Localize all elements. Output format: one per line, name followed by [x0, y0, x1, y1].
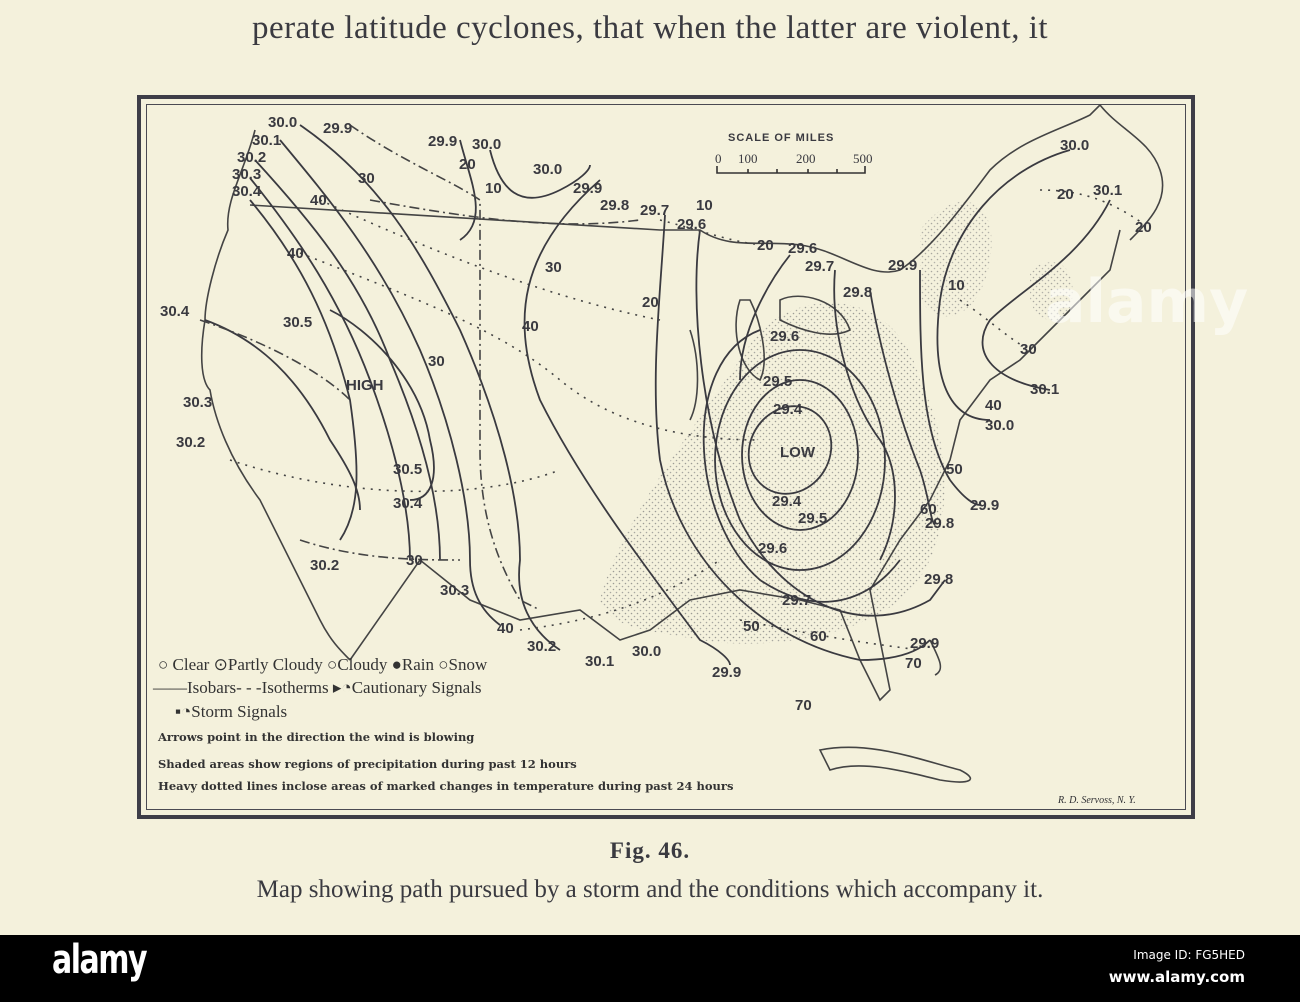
isobar-label: 30.2 — [237, 149, 267, 166]
isotherm-label: 20 — [642, 294, 659, 311]
clear-icon: ○ — [158, 655, 169, 674]
isobar-label: 29.9 — [910, 635, 940, 652]
isobar-label: 30.4 — [160, 303, 190, 320]
isobar-label: 29.8 — [925, 515, 955, 532]
isobar-label: 30.0 — [268, 114, 298, 131]
legend-cautionary-signals: Cautionary Signals — [351, 678, 482, 697]
isobar-label: 29.9 — [970, 497, 1000, 514]
legend-isotherms: Isotherms — [261, 678, 329, 697]
image-id: Image ID: FG5HED — [1133, 948, 1245, 962]
isotherm-label: 10 — [485, 180, 502, 197]
isobar-label: 29.6 — [770, 328, 800, 345]
legend-partly-cloudy: Partly Cloudy — [227, 655, 323, 674]
watermark-overlay: alamy — [1045, 267, 1249, 337]
legend-rain: Rain — [401, 655, 435, 674]
isotherm-label: 50 — [946, 461, 963, 478]
figure-caption: Map showing path pursued by a storm and the conditions which accompany it. — [256, 876, 1044, 903]
scale-tick-100: 100 — [738, 151, 758, 166]
storm-signal-icon: ▪◔ — [175, 702, 192, 721]
isotherm-label: 70 — [795, 697, 812, 714]
engraver-credit: R. D. Servoss, N. Y. — [1058, 795, 1136, 806]
isotherm-label: 40 — [522, 318, 539, 335]
isobar-label: 30.1 — [1030, 381, 1060, 398]
scale-bar — [715, 132, 873, 173]
isobar-label: 30.0 — [472, 136, 502, 153]
isotherm-label: 20 — [757, 237, 774, 254]
isobar-label: 30.4 — [393, 495, 423, 512]
isobar-label: 29.9 — [428, 133, 458, 150]
isobar-label: 29.4 — [772, 493, 802, 510]
isobar-label: 29.6 — [677, 216, 707, 233]
isotherm-label: 30 — [358, 170, 375, 187]
legend-weather-symbols — [158, 655, 487, 675]
isobar-label: 29.9 — [573, 180, 603, 197]
isobar-label: 30.5 — [393, 461, 423, 478]
isobar-label: 29.8 — [843, 284, 873, 301]
cautionary-signal-icon: ▸◔ — [332, 678, 352, 697]
isobar-label: 29.6 — [788, 240, 818, 257]
isotherm-label: 10 — [948, 277, 965, 294]
isotherm-label: 60 — [920, 501, 937, 518]
isobar-label: 29.9 — [712, 664, 742, 681]
isobar-label: 30.3 — [183, 394, 213, 411]
legend-lines — [153, 678, 482, 698]
isobar-label: 30.3 — [440, 582, 470, 599]
isobar-label: 30.2 — [176, 434, 206, 451]
isotherm-label: 30 — [1020, 341, 1037, 358]
note-shaded: Shaded areas show regions of precipitation during past 12 hours — [158, 757, 577, 771]
isobar-label: 29.7 — [805, 258, 835, 275]
isobar-label: 30.0 — [632, 643, 662, 660]
scale-tick-0: 0 — [715, 151, 722, 166]
legend-cloudy: Cloudy — [337, 655, 388, 674]
note-arrows: Arrows point in the direction the wind is blowing — [158, 730, 475, 744]
isobar-label: 30.1 — [252, 132, 282, 149]
isobar-label: 30.2 — [527, 638, 557, 655]
isobar-label: 30.5 — [283, 314, 313, 331]
isotherm-label: 40 — [497, 620, 514, 637]
isotherm-label: 70 — [905, 655, 922, 672]
note-dotted: Heavy dotted lines inclose areas of marked changes in temperature during past 24 hours — [158, 779, 734, 793]
isotherm-label: 40 — [310, 192, 327, 209]
isotherm-label: 50 — [743, 618, 760, 635]
isotherm-label: 10 — [696, 197, 713, 214]
alamy-site[interactable]: www.alamy.com — [1108, 968, 1245, 986]
isobar-label: 30.3 — [232, 166, 262, 183]
isobar-label: 29.5 — [798, 510, 828, 527]
isotherm-label: 30 — [545, 259, 562, 276]
isobar-label: 29.6 — [758, 540, 788, 557]
isobar-label: 29.7 — [782, 592, 812, 609]
isobar-label: 30.0 — [1060, 137, 1090, 154]
isobar-label: 29.9 — [888, 257, 918, 274]
figure-number: Fig. 46. — [609, 838, 691, 863]
isotherm-label: 30 — [428, 353, 445, 370]
isobar-label: 29.8 — [924, 571, 954, 588]
isotherm-label: 60 — [810, 628, 827, 645]
isobar-label: 29.4 — [773, 401, 803, 418]
rain-icon: ● — [391, 655, 402, 674]
snow-icon: ○ — [438, 655, 449, 674]
isobar-label: 30.1 — [585, 653, 615, 670]
isobar-label: 30.0 — [985, 417, 1015, 434]
isobar-label: 30.0 — [533, 161, 563, 178]
isotherm-label: 40 — [287, 245, 304, 262]
isobar-label: 29.7 — [640, 202, 670, 219]
isotherm-label: 40 — [985, 397, 1002, 414]
isobar-label: 30.2 — [310, 557, 340, 574]
legend-storm — [175, 702, 287, 722]
watermark-banner — [0, 935, 1300, 1002]
legend-clear: Clear — [172, 655, 210, 674]
isobar-label: 30.4 — [232, 183, 262, 200]
legend-snow: Snow — [448, 655, 488, 674]
scale-tick-500: 500 — [853, 151, 873, 166]
isotherm-label: 30 — [406, 552, 423, 569]
legend-isobars: Isobars — [187, 678, 237, 697]
isobar-label: 30.1 — [1093, 182, 1123, 199]
isobar-label: 29.9 — [323, 120, 353, 137]
isotherm-line-icon: - - - — [236, 678, 262, 697]
body-text-line: perate latitude cyclones, that when the latter are violent, it — [251, 10, 1049, 46]
alamy-logo: alamy — [52, 937, 147, 983]
isobar-label: 29.8 — [600, 197, 630, 214]
isobar-line-icon: —— — [153, 678, 187, 697]
scale-title: SCALE OF MILES — [728, 132, 835, 144]
pressure-center-label: HIGH — [346, 377, 384, 394]
partly-cloudy-icon: ⊙ — [213, 655, 228, 674]
isotherm-label: 20 — [459, 156, 476, 173]
legend-storm-signals: Storm Signals — [191, 702, 288, 721]
cloudy-icon: ○ — [327, 655, 338, 674]
scale-tick-200: 200 — [796, 151, 816, 166]
pressure-center-label: LOW — [780, 444, 815, 461]
isobar-label: 29.5 — [763, 373, 793, 390]
isotherm-label: 20 — [1135, 219, 1152, 236]
isotherm-label: 20 — [1057, 186, 1074, 203]
